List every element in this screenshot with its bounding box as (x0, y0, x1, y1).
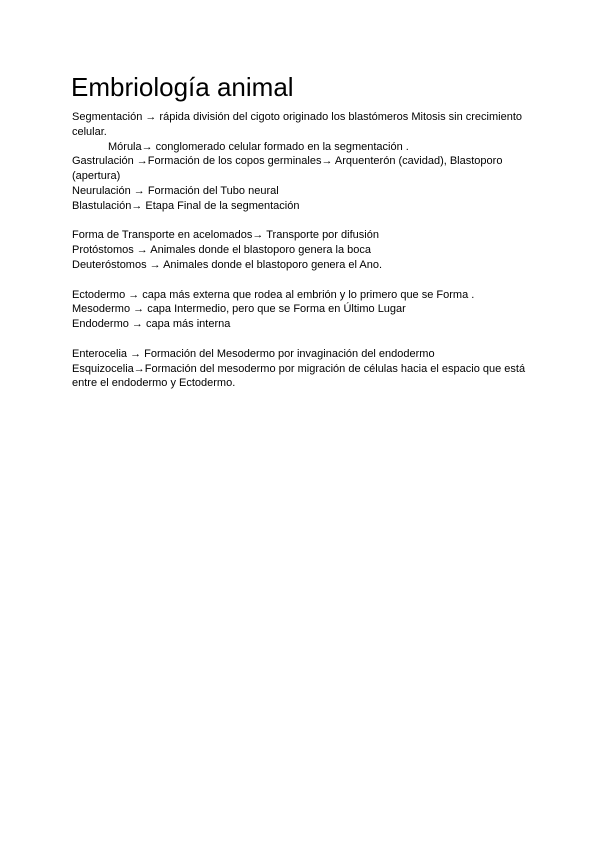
paragraph-protostomos: Protóstomos → Animales donde el blastoporo genera la boca (72, 244, 372, 257)
paragraph-segmentacion: Segmentación → rápida división del cigoto originado los blastómeros Mitosis sin crecimiento celular. (72, 111, 522, 138)
paragraph-gastrulacion: Gastrulación →Formación de los copos germinales→ Arquenterón (cavidad), Blastoporo (apertura) (72, 155, 503, 183)
paragraph-spacer (72, 332, 542, 347)
paragraph-deuterostomos: Deuteróstomos → Animales donde el blastoporo genera el Ano. (72, 258, 383, 271)
paragraph-mesodermo: Mesodermo → capa Intermedio, pero que se Forma en Último Lugar (72, 303, 406, 316)
paragraph-endodermo: Endodermo → capa más interna (72, 318, 231, 331)
paragraph-transporte: Forma de Transporte en acelomados→ Transporte por difusión (72, 229, 379, 242)
paragraph-spacer (72, 214, 542, 229)
paragraph-enterocelia: Enterocelia → Formación del Mesodermo por invaginación del endodermo (72, 347, 435, 360)
document-title: Embriología animal (71, 72, 294, 102)
paragraph-ectodermo: Ectodermo → capa más externa que rodea al embrión y lo primero que se Forma . (72, 288, 475, 301)
paragraph-morula: Mórula→ conglomerado celular formado en la segmentación . (108, 140, 409, 153)
paragraph-esquizocelia: Esquizocelia→Formación del mesodermo por migración de células hacia el espacio que está entre el endodermo y Ectodermo. (72, 362, 526, 390)
paragraph-blastulacion: Blastulación→ Etapa Final de la segmentación (72, 199, 300, 212)
document-body (72, 110, 542, 391)
paragraph-neurulacion: Neurulación → Formación del Tubo neural (72, 184, 279, 197)
paragraph-spacer (72, 273, 542, 288)
